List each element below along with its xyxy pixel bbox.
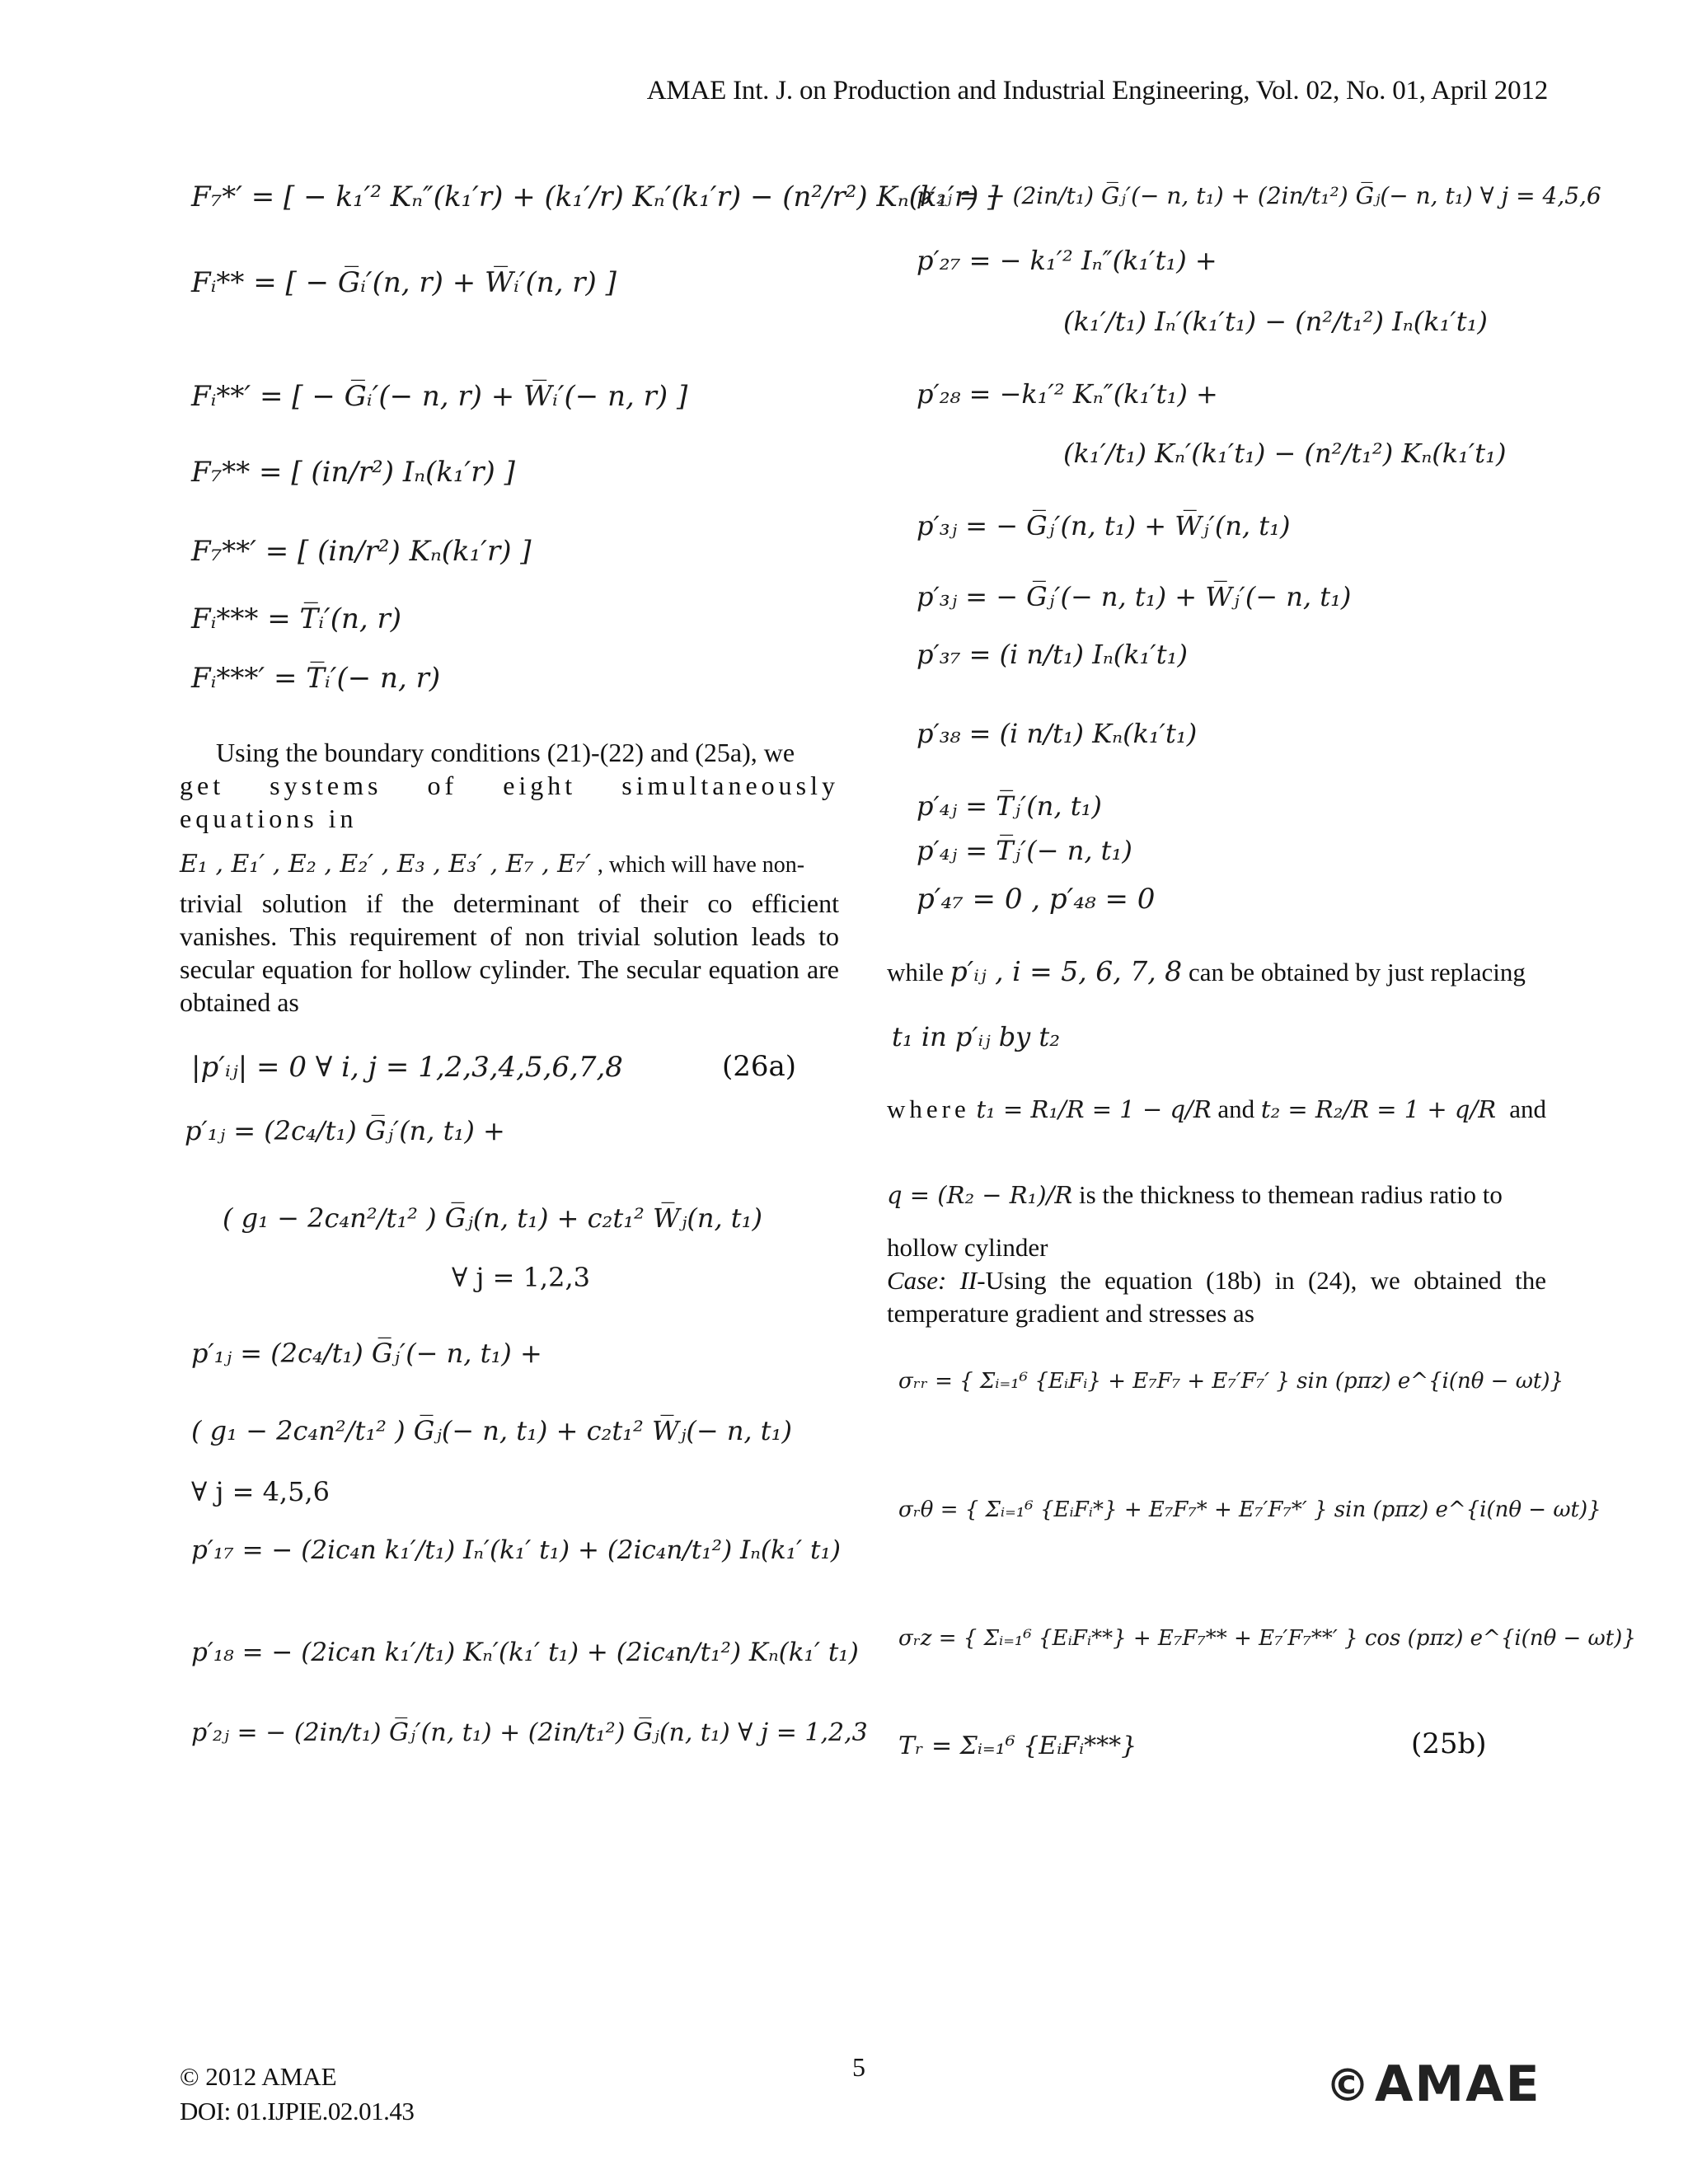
t1-definition: t₁ = R₁/R = 1 − q/R — [976, 1095, 1212, 1123]
where-line: where t₁ = R₁/R = 1 − q/R and t₂ = R₂/R = 1 + q/R and — [887, 1094, 1546, 1123]
q-definition: q = (R₂ − R₁)/R — [887, 1181, 1073, 1209]
equation-p1j-neg-line1: p′₁ⱼ = (2c₄/t₁) G̅ⱼ′(− n, t₁) + — [191, 1338, 542, 1369]
equation-p38: p′₃₈ = (i n/t₁) Kₙ(k₁′t₁) — [917, 718, 1198, 749]
logo-mark-icon: © — [1325, 2060, 1372, 2111]
equation-p18: p′₁₈ = − (2ic₄n k₁′/t₁) Kₙ′(k₁′ t₁) + (2ic₄n/t₁²) Kₙ(k₁′ t₁) — [191, 1638, 859, 1667]
equation-sigma-rr: σᵣᵣ = { Σᵢ₌₁⁶ {EᵢFᵢ} + E₇F₇ + E₇′F₇′ } sin (pπz) e^{i(nθ − ωt)} — [898, 1369, 1564, 1394]
while-math: p′ᵢⱼ , i = 5, 6, 7, 8 — [950, 955, 1183, 987]
equation-p2j-left: p′₂ⱼ = − (2in/t₁) G̅ⱼ′(n, t₁) + (2in/t₁²) G̅ⱼ(n, t₁) ∀ j = 1,2,3 — [191, 1718, 868, 1747]
equation-p4j-neg: p′₄ⱼ = T̅ⱼ′(− n, t₁) — [917, 835, 1132, 866]
determinant-equation: |p′ᵢⱼ| = 0 ∀ i, j = 1,2,3,4,5,6,7,8 — [191, 1051, 623, 1084]
equation-p1j-neg-line2: ( g₁ − 2c₄n²/t₁² ) G̅ⱼ(− n, t₁) + c₂t₁² W̅ⱼ(− n, t₁) — [191, 1415, 792, 1446]
footer-copyright: © 2012 AMAE — [180, 2062, 337, 2091]
equation-p3j: p′₃ⱼ = − G̅ⱼ′(n, t₁) + W̅ⱼ′(n, t₁) — [917, 510, 1291, 541]
equation-f7-double-star-prime: F₇**′ = [ (in/r²) Kₙ(k₁′r) ] — [191, 535, 532, 568]
body-paragraph: Using the boundary conditions (21)-(22) and (25a), we get systems of eight simultaneously equations in E₁ , E₁′ , E₂ , E₂′ , E₃ , E₃′ , E₇ , E₇′ , which will have non- trivial solution if the determinant of their co efficient vanishes. This requirement of non trivial solution leads to secular equation for hollow cylinder. The secular equation are obtained as — [180, 738, 839, 1017]
equation-p47-p48: p′₄₇ = 0 , p′₄₈ = 0 — [917, 883, 1156, 916]
journal-header: AMAE Int. J. on Production and Industrial Engineering, Vol. 02, No. 01, April 2012 — [646, 76, 1548, 105]
q-definition-line: q = (R₂ − R₁)/R is the thickness to themean radius ratio to — [887, 1180, 1503, 1209]
page-number: 5 — [852, 2052, 865, 2082]
equation-tag-25b: (25b) — [1411, 1727, 1487, 1760]
equation-p1j-line2: ( g₁ − 2c₄n²/t₁² ) G̅ⱼ(n, t₁) + c₂t₁² W̅ⱼ(n, t₁) — [223, 1202, 762, 1234]
replace-line: t₁ in p′ᵢⱼ by t₂ — [892, 1021, 1061, 1052]
equation-p28-line1: p′₂₈ = −k₁′² Kₙ″(k₁′t₁) + — [917, 378, 1218, 410]
equation-p37: p′₃₇ = (i n/t₁) Iₙ(k₁′t₁) — [917, 639, 1188, 670]
equation-p28-line2: (k₁′/t₁) Kₙ′(k₁′t₁) − (n²/t₁²) Kₙ(k₁′t₁) — [1063, 438, 1507, 469]
equation-p2j-right: p′₂ⱼ = − (2in/t₁) G̅ⱼ′(− n, t₁) + (2in/t₁²) G̅ⱼ(− n, t₁) ∀ j = 4,5,6 — [917, 182, 1601, 209]
equation-p3j-neg: p′₃ⱼ = − G̅ⱼ′(− n, t₁) + W̅ⱼ′(− n, t₁) — [917, 581, 1352, 612]
equation-fi-triple-star-prime: Fᵢ***′ = T̅ᵢ′(− n, r) — [191, 662, 441, 695]
equation-p27-line1: p′₂₇ = − k₁′² Iₙ″(k₁′t₁) + — [917, 245, 1217, 276]
equation-fi-triple-star: Fᵢ*** = T̅ᵢ′(n, r) — [191, 602, 402, 635]
amae-logo: ©AMAE — [1325, 2055, 1541, 2113]
equation-p1j-line1: p′₁ⱼ = (2c₄/t₁) G̅ⱼ′(n, t₁) + — [185, 1115, 505, 1146]
hollow-cylinder-text: hollow cylinder — [887, 1233, 1048, 1262]
equation-p17: p′₁₇ = − (2ic₄n k₁′/t₁) Iₙ′(k₁′ t₁) + (2ic₄n/t₁²) Iₙ(k₁′ t₁) — [191, 1535, 842, 1565]
equation-fi-double-star-prime: Fᵢ**′ = [ − G̅ᵢ′(− n, r) + W̅ᵢ′(− n, r) ] — [191, 380, 688, 413]
equation-fi-double-star: Fᵢ** = [ − G̅ᵢ′(n, r) + W̅ᵢ′(n, r) ] — [191, 266, 617, 299]
equation-p1j-forall: ∀ j = 1,2,3 — [452, 1262, 590, 1293]
equation-sigma-rz: σᵣz = { Σᵢ₌₁⁶ {EᵢFᵢ**} + E₇F₇** + E₇′F₇**′ } cos (pπz) e^{i(nθ − ωt)} — [898, 1626, 1636, 1651]
t2-definition: t₂ = R₂/R = 1 + q/R — [1260, 1095, 1497, 1123]
equation-f7-double-star: F₇** = [ (in/r²) Iₙ(k₁′r) ] — [191, 456, 515, 489]
equation-temperature: Tᵣ = Σᵢ₌₁⁶ {EᵢFᵢ***} — [898, 1732, 1137, 1760]
while-line: while p′ᵢⱼ , i = 5, 6, 7, 8 can be obtained by just replacing — [887, 955, 1526, 987]
paragraph-math-e-terms: E₁ , E₁′ , E₂ , E₂′ , E₃ , E₃′ , E₇ , E₇′ — [180, 850, 591, 879]
case-ii-paragraph: Case: II-Using the equation (18b) in (24), we obtained the temperature gradient and stresses as — [887, 1266, 1546, 1328]
footer-doi: DOI: 01.IJPIE.02.01.43 — [180, 2097, 415, 2125]
equation-tag-26a: (26a) — [722, 1050, 797, 1083]
equation-sigma-r-theta: σᵣθ = { Σᵢ₌₁⁶ {EᵢFᵢ*} + E₇F₇* + E₇′F₇*′ } sin (pπz) e^{i(nθ − ωt)} — [898, 1497, 1601, 1522]
equation-p1j-neg-forall: ∀ j = 4,5,6 — [191, 1476, 330, 1507]
equation-p4j: p′₄ⱼ = T̅ⱼ′(n, t₁) — [917, 790, 1102, 822]
equation-f7-star-prime: F₇*′ = [ − k₁′² Kₙ″(k₁′r) + (k₁′/r) Kₙ′(k₁′r) − (n²/r²) Kₙ(k₁′r) ] — [191, 180, 999, 213]
equation-p27-line2: (k₁′/t₁) Iₙ′(k₁′t₁) − (n²/t₁²) Iₙ(k₁′t₁) — [1063, 306, 1488, 337]
